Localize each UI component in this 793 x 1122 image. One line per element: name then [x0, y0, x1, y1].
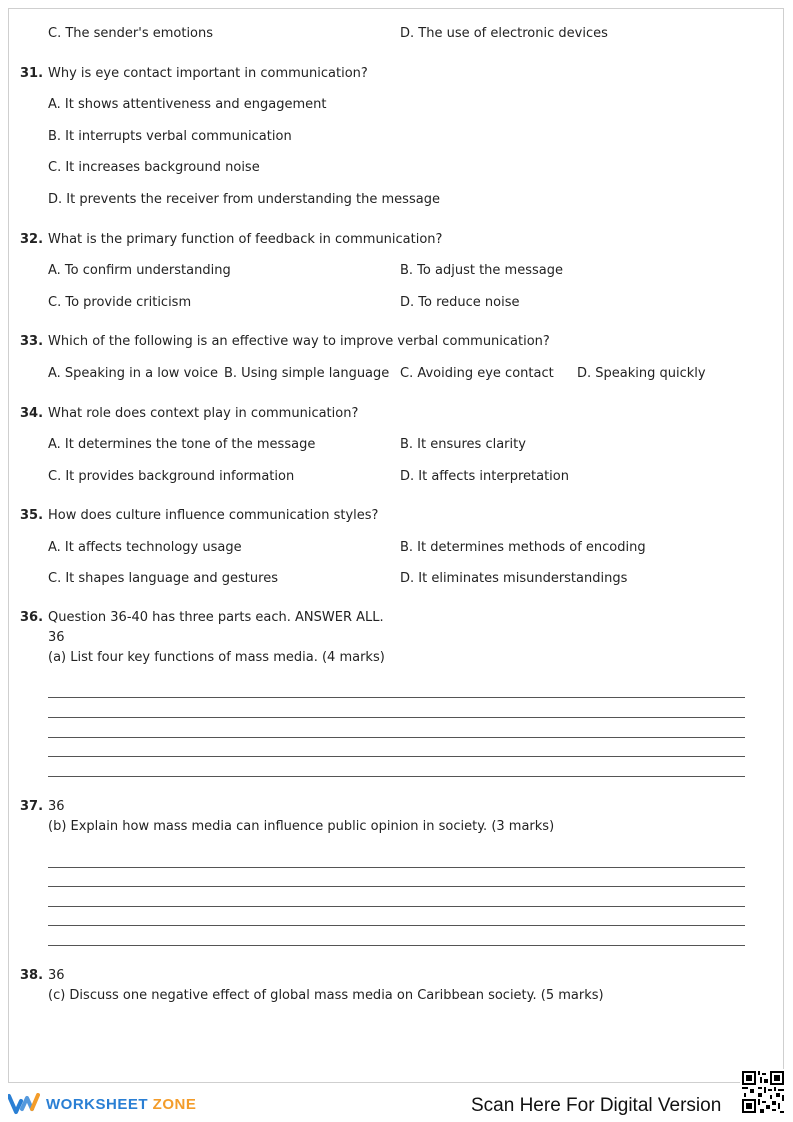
q33-option-d: D. Speaking quickly: [577, 366, 706, 381]
question-number: 32.: [20, 232, 44, 247]
q31-option-d: D. It prevents the receiver from understanding the message: [48, 192, 440, 207]
question-text: How does culture influence communication styles?: [48, 508, 379, 523]
question-part-text: (b) Explain how mass media can influence public opinion in society. (3 marks): [48, 819, 555, 834]
answer-line[interactable]: [48, 697, 745, 698]
q33-option-b: B. Using simple language: [224, 366, 390, 381]
question-text: Question 36-40 has three parts each. ANSWER ALL.: [48, 610, 384, 625]
question-text: What is the primary function of feedback in communication?: [48, 232, 443, 247]
qr-code-icon[interactable]: [740, 1069, 786, 1115]
answer-line[interactable]: [48, 945, 745, 946]
logo-word-worksheet: WORKSHEET: [46, 1095, 148, 1113]
question-text: Why is eye contact important in communication?: [48, 66, 368, 81]
q32-option-a: A. To confirm understanding: [48, 263, 231, 278]
q32-option-b: B. To adjust the message: [400, 263, 563, 278]
q35-option-b: B. It determines methods of encoding: [400, 540, 646, 555]
question-part-number: 36: [48, 799, 65, 814]
q30-option-d: D. The use of electronic devices: [400, 26, 608, 41]
question-number: 37.: [20, 799, 44, 814]
q30-option-c: C. The sender's emotions: [48, 26, 214, 41]
question-part-number: 36: [48, 630, 65, 645]
answer-line[interactable]: [48, 906, 745, 907]
question-part-number: 36: [48, 968, 65, 983]
answer-line[interactable]: [48, 925, 745, 926]
question-text: Which of the following is an effective way to improve verbal communication?: [48, 334, 550, 349]
question-number: 36.: [20, 610, 44, 625]
q33-option-a: A. Speaking in a low voice: [48, 366, 218, 381]
q31-option-c: C. It increases background noise: [48, 160, 260, 175]
question-text: What role does context play in communication?: [48, 406, 359, 421]
q34-option-d: D. It affects interpretation: [400, 469, 569, 484]
answer-line[interactable]: [48, 776, 745, 777]
answer-line[interactable]: [48, 737, 745, 738]
q32-option-d: D. To reduce noise: [400, 295, 520, 310]
q34-option-b: B. It ensures clarity: [400, 437, 526, 452]
q31-option-b: B. It interrupts verbal communication: [48, 129, 292, 144]
q33-option-c: C. Avoiding eye contact: [400, 366, 554, 381]
q35-option-d: D. It eliminates misunderstandings: [400, 571, 628, 586]
worksheetzone-mark-icon: [8, 1093, 40, 1115]
answer-line[interactable]: [48, 717, 745, 718]
q34-option-c: C. It provides background information: [48, 469, 295, 484]
q35-option-c: C. It shapes language and gestures: [48, 571, 278, 586]
answer-line[interactable]: [48, 867, 745, 868]
scan-here-text: Scan Here For Digital Version: [471, 1095, 722, 1116]
answer-line[interactable]: [48, 756, 745, 757]
question-part-text: (c) Discuss one negative effect of global mass media on Caribbean society. (5 marks): [48, 988, 604, 1003]
q34-option-a: A. It determines the tone of the message: [48, 437, 316, 452]
question-number: 31.: [20, 66, 44, 81]
worksheetzone-logo: [8, 1093, 196, 1115]
q31-option-a: A. It shows attentiveness and engagement: [48, 97, 327, 112]
question-number: 34.: [20, 406, 44, 421]
question-number: 33.: [20, 334, 44, 349]
answer-line[interactable]: [48, 886, 745, 887]
question-number: 38.: [20, 968, 44, 983]
q35-option-a: A. It affects technology usage: [48, 540, 242, 555]
question-number: 35.: [20, 508, 44, 523]
q32-option-c: C. To provide criticism: [48, 295, 192, 310]
question-part-text: (a) List four key functions of mass media. (4 marks): [48, 650, 385, 665]
logo-text: [46, 1096, 196, 1113]
logo-word-zone: ZONE: [152, 1095, 197, 1113]
